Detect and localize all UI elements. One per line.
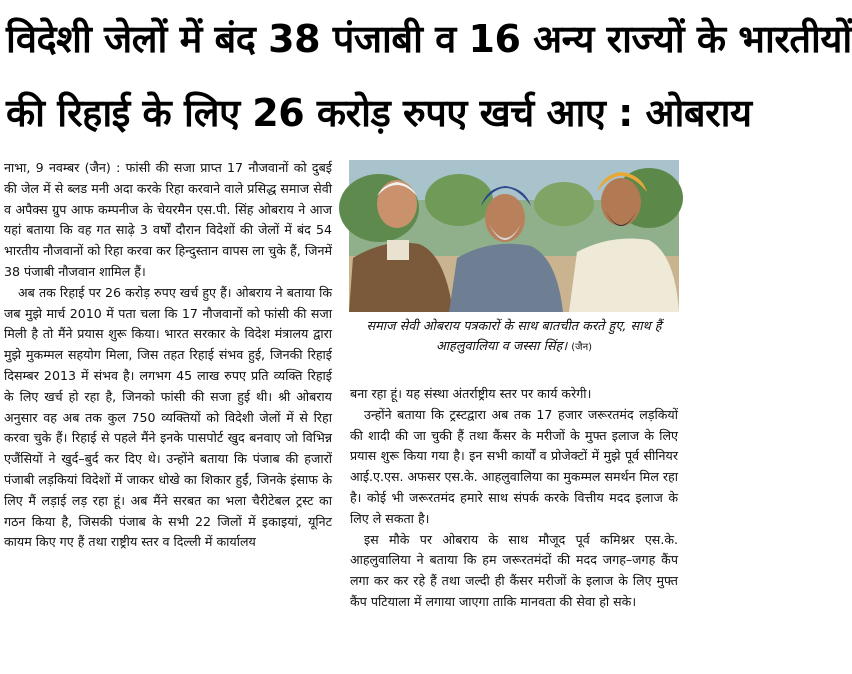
article-paragraph: इस मौके पर ओबराय के साथ मौजूद पूर्व कमिश्नर एस.के. आहलुवालिया ने बताया कि हम जरूरतमंदों की मदद जगह–जगह कैंप लगा कर कर रहे हैं तथा जल्दी ही कैंसर मरीजों के इलाज के लिए मुफ्त कैंप पटियाला में लगाया जाएगा ताकि मानवता की सेवा हो सके।: [350, 531, 678, 609]
photo-illustration: [349, 160, 679, 312]
article-paragraph: उन्होंने बताया कि ट्रस्टद्वारा अब तक 17 हजार जरूरतमंद लड़कियों की शादी की जा चुकी हैं तथा कैंसर के मरीजों के मुफ्त इलाज के लिए प्रयास शुरू किया गया है। इन सभी कार्यों व प्रोजेक्टों में मुझे पूर्व सीनियर आई.ए.एस. अफसर एस.के. आहलुवालिया का मुकम्मल समर्थन मिल रहा है। कोई भी जरूरतमंद हमारे साथ संपर्क करके वित्तीय मदद इलाज के लिए ले सकता है।: [350, 406, 678, 526]
article-left-column: [4, 158, 332, 553]
headline: [6, 2, 852, 150]
article-paragraph: बना रहा हूं। यह संस्था अंतर्राष्ट्रीय स्तर पर कार्य करेगी।: [350, 386, 592, 401]
article-right-column: [350, 384, 678, 613]
photo-caption-text: समाज सेवी ओबराय पत्रकारों के साथ बातचीत करते हुए, साथ हैं आहलुवालिया व जस्सा सिंह।: [366, 319, 662, 354]
news-photo: [349, 160, 679, 312]
photo-credit: (जैन): [571, 342, 593, 353]
headline-line-1: विदेशी जेलों में बंद 38 पंजाबी व 16 अन्य राज्यों के भारतीयों: [6, 17, 852, 61]
photo-caption: [350, 317, 678, 358]
article-paragraph: नाभा, 9 नवम्बर (जैन) : फांसी की सजा प्राप्त 17 नौजवानों को दुबई की जेल में से ब्लड मनी अदा करके रिहा करवाने वाले प्रसिद्ध समाज सेवी व अपैक्स ग्रुप आफ कम्पनीज के चेयरमैन एस.पी. सिंह ओबराय ने आज यहां बताया कि वह गत साढ़े 3 वर्षों दौरान विदेशों की जेलों में बंद 54 भारतीय नौजवानों को रिहा करवा कर हिन्दुस्तान वापस ला चुके हैं, जिनमें 38 पंजाबी नौजवान शामिल हैं।: [4, 160, 332, 279]
article-paragraph: अब तक रिहाई पर 26 करोड़ रुपए खर्च हुए हैं। ओबराय ने बताया कि जब मुझे मार्च 2010 में पता चला कि 17 नौजवानों को फांसी की सजा मिली है तो मैंने प्रयास शुरू किया। भारत सरकार के विदेश मंत्रालय द्वारा मुझे मुकम्मल सहयोग मिला, जिस तहत रिहाई संभव हुई, जिनकी रिहाई दिसम्बर 2013 में संभव है। लगभग 45 लाख रुपए प्रति व्यक्ति रिहाई के लिए खर्च हो रहा है, जिनको फांसी की सजा हुई थी। श्री ओबराय अनुसार वह अब तक कुल 750 व्यक्तियों को विदेशी जेलों में से रिहा करवा चुके हैं। रिहाई से पहले मैंने इनके पासपोर्ट खुद बनवाए जो विभिन्न एजैंसियों ने खुर्द–बुर्द कर दिए थे। उन्होंने बताया कि पंजाब की हजारों पंजाबी लड़कियां विदेशों में जाकर धोखे का शिकार हुईं, जिनके इंसाफ के लिए मैं लड़ाई लड़ रहा हूं। अब मैंने सरबत का भला चैरीटेबल ट्रस्ट का गठन किया है, जिसकी पंजाब के सभी 22 जिलों में इकाइयां, यूनिट कायम किए गए हैं तथा राष्ट्रीय स्तर व दिल्ली में कार्यालय: [4, 284, 332, 550]
headline-line-2: की रिहाई के लिए 26 करोड़ रुपए खर्च आए : ओबराय: [6, 91, 752, 135]
